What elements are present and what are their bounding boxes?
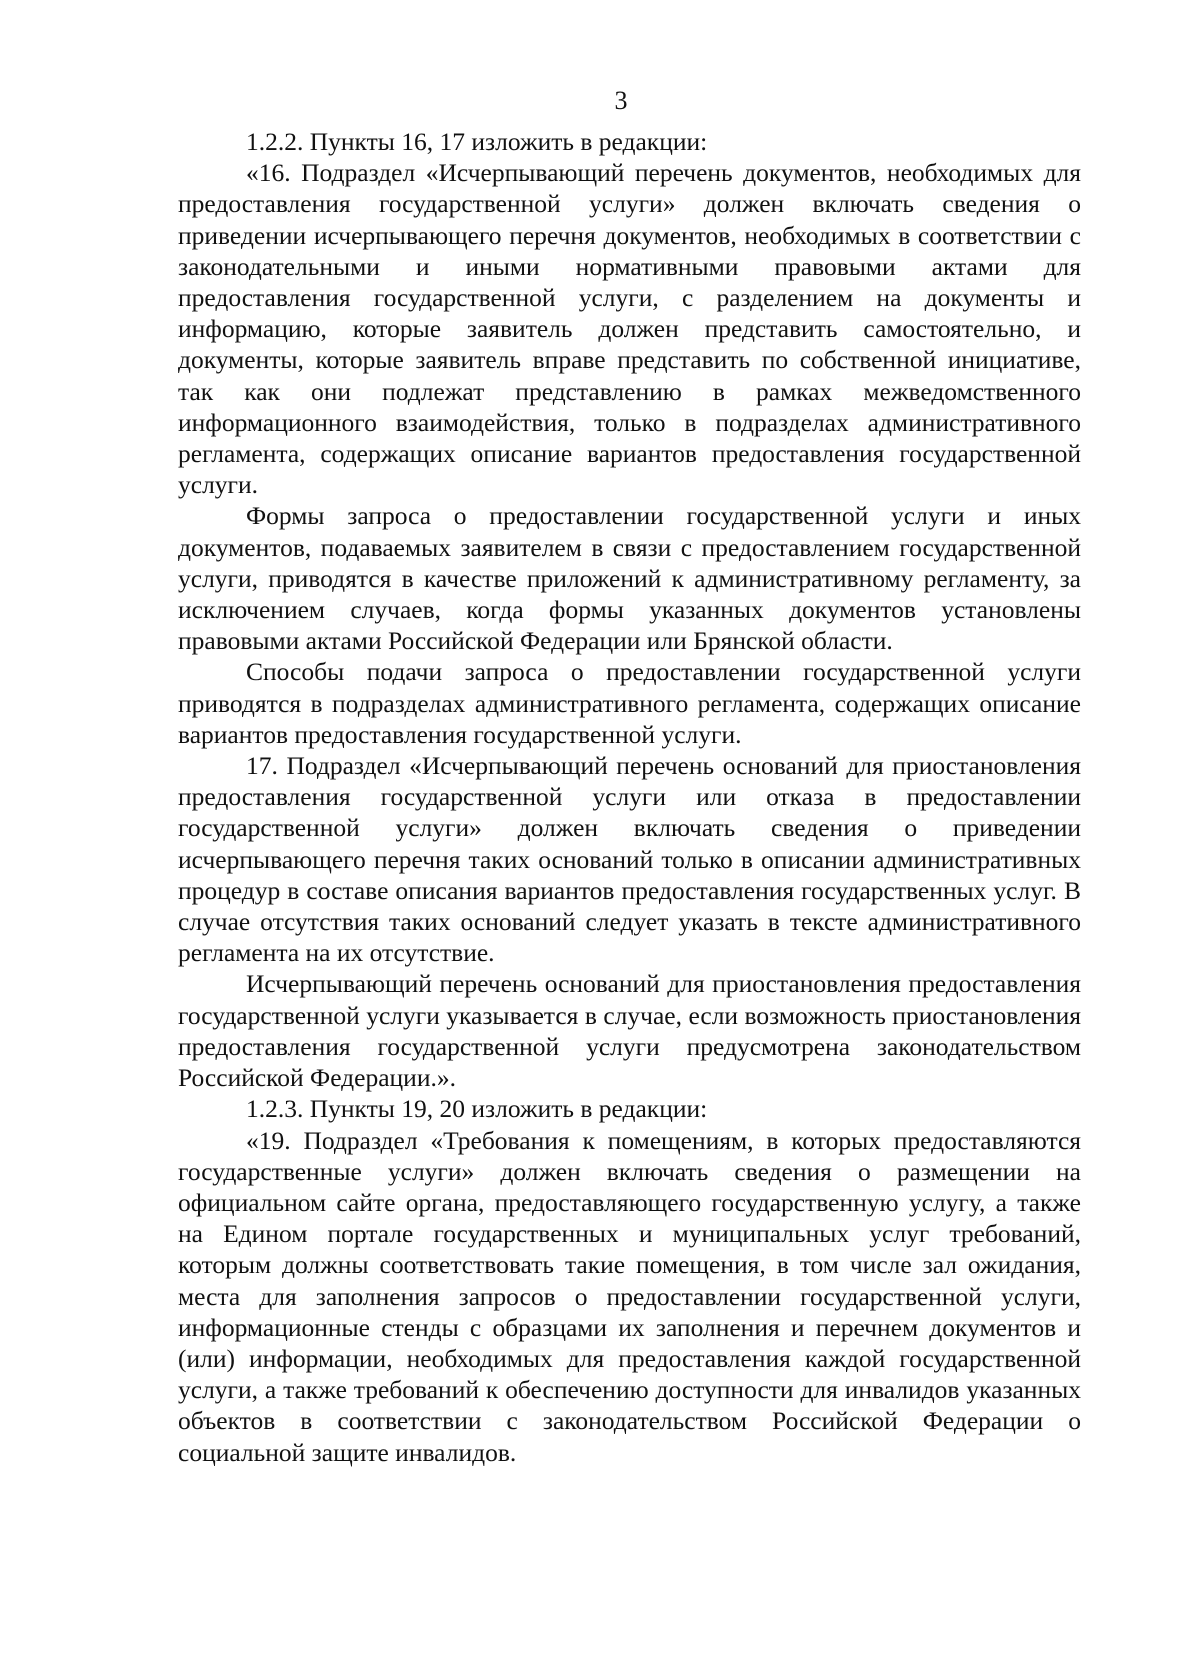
- paragraph-item-19: «19. Подраздел «Требования к помещениям, в которых предоставляются государственные услуги» должен включать сведения о размещении на официальном сайте органа, предоставляющего государственную услугу, а также на Едином портале государственных и муниципальных услуг требований, которым должны соответствовать такие помещения, в том числе зал ожидания, места для заполнения запросов о предоставлении государственной услуги, информационные стенды с образцами их заполнения и перечнем документов и (или) информации, необходимых для предоставления каждой государственной услуги, а также требований к обеспечению доступности для инвалидов указанных объектов в соответствии с законодательством Российской Федерации о социальной защите инвалидов.: [178, 1125, 1081, 1467]
- paragraph-1-2-2-heading: 1.2.2. Пункты 16, 17 изложить в редакции:: [246, 127, 708, 156]
- paragraph-1-2-3-heading: 1.2.3. Пункты 19, 20 изложить в редакции:: [246, 1094, 708, 1124]
- paragraph-item-17: 17. Подраздел «Исчерпывающий перечень оснований для приостановления предоставления государственной услуги или отказа в предоставлении государственной услуги» должен включать сведения о приведении исчерпывающего перечня таких оснований только в описании административных процедур в составе описания вариантов предоставления государственных услуг. В случае отсутствия таких оснований следует указать в тексте административного регламента на их отсутствие.: [178, 751, 1081, 968]
- document-body: [178, 126, 1081, 1468]
- paragraph-submission-methods: Способы подачи запроса о предоставлении государственной услуги приводятся в подразделах административного регламента, содержащих описание вариантов предоставления государственной услуги.: [178, 657, 1081, 749]
- page-number: 3: [614, 86, 628, 115]
- paragraph-request-forms: Формы запроса о предоставлении государственной услуги и иных документов, подаваемых заявителем в связи с предоставлением государственной услуги, приводятся в качестве приложений к административному регламенту, за исключением случаев, когда формы указанных документов установлены правовыми актами Российской Федерации или Брянской области.: [178, 501, 1081, 656]
- paragraph-suspension-grounds: Исчерпывающий перечень оснований для приостановления предоставления государственной услуги указывается в случае, если возможность приостановления предоставления государственной услуги предусмотрена законодательством Российской Федерации.».: [178, 969, 1081, 1093]
- paragraph-item-16: «16. Подраздел «Исчерпывающий перечень документов, необходимых для предоставления государственной услуги» должен включать сведения о приведении исчерпывающего перечня документов, необходимых в соответствии с законодательными и иными нормативными правовыми актами для предоставления государственной услуги, с разделением на документы и информацию, которые заявитель должен представить самостоятельно, и документы, которые заявитель вправе представить по собственной инициативе, так как они подлежат представлению в рамках межведомственного информационного взаимодействия, только в подразделах административного регламента, содержащих описание вариантов предоставления государственной услуги.: [178, 158, 1081, 500]
